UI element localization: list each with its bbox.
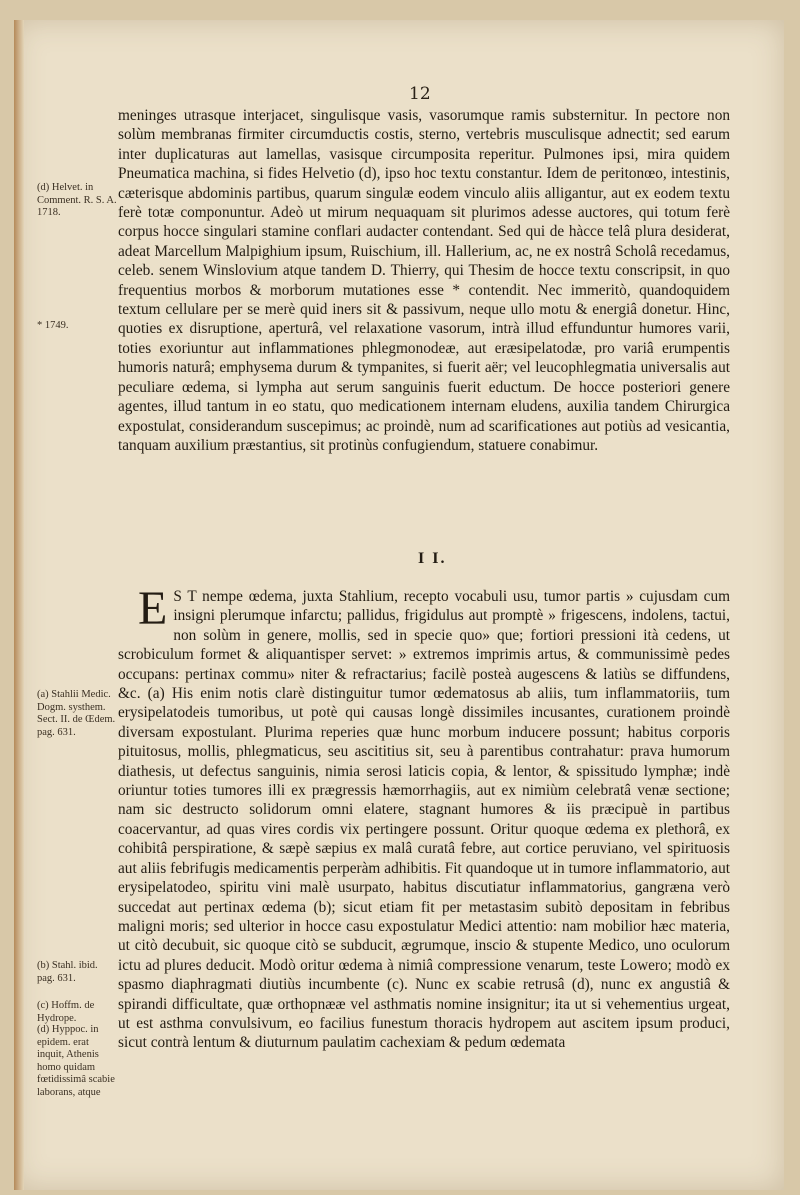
marginal-note-hoffmann: (c) Hoffm. de Hydrope.	[37, 1000, 95, 1024]
marginal-note-year: * 1749.	[37, 320, 69, 331]
page-binding-shadow	[14, 20, 24, 1190]
paragraph-2	[118, 582, 730, 1053]
book-page	[14, 20, 784, 1190]
paragraph-1-text: meninges utrasque interjacet, singulisque vasis, vasorumque ramis substernitur. In pectore non solùm membranas firmiter circumductis costis, sterno, vertebris musculisque adnectit; sed earum inter duplicaturas aut lamellas, vasisque circumposita reperitur. Pulmones ipsi, mira quidem Pneumatica machina, si fides Helvetio (d), ipso hoc textu constantur. Idem de peritonœo, intestinis, cæterisque abdominis partibus, quarum singulæ eodem vinculo aliis alligantur, aut ex eodem textu ferè totæ componuntur. Adeò ut mirum nequaquam sit plurimos adesse auctores, qui totum ferè corpus hocce singulari stamine conflari audacter contendant. Sed qui de hàcce telâ plura desiderat, adeat Marcellum Malpighium ipsum, Ruischium, ill. Hallerium, ac, ne ex nostrâ Scholâ recedamus, celeb. senem Winslovium atque tandem D. Thierry, qui Thesim de hocce textu conscripsit, in quo frequentius morbos & morborum mutationes esse * contendit. Nec immeritò, quandoquidem textum cellulare per se merè quid iners sit & passivum, neque ullo motu & energiâ donetur. Hinc, quoties ex disruptione, aperturâ, vel relaxatione vasorum, intrà illud effunduntur humores varii, toties exoriuntur aut inflammationes phlegmonodeæ, aut eræsipelatodæ, pro variâ erumpentis humoris naturâ; emphysema durum & tympanites, si fuerit aër; vel leucophlegmatia universalis aut peculiare œdema, si lympha aut serum sanguinis fuerit eductum. De hocce posteriori genere agentes, illud tantum in eo statu, quo medicationem internam eludens, auxilia tandem Chirurgica expostulat, considerandum suscepimus; ac proindè, num ad scarificationes aut potiùs ad vesicantia, tanquam auxilium præstantius, sit protinùs confugiendum, statuere conabimur.	[118, 107, 730, 454]
marginal-note-hippocrates: (d) Hyppoc. in epidem. erat inquit, Athenis homo quidam fœtidissimâ scabie laborans, atque	[37, 1024, 115, 1098]
page-number: 12	[409, 84, 431, 104]
marginal-note-stahl-ibid: (b) Stahl. ibid. pag. 631.	[37, 960, 98, 984]
section-heading: I I.	[418, 550, 447, 567]
paragraph-1	[118, 106, 730, 455]
marginal-note-stahl: (a) Stahlii Medic. Dogm. systhem. Sect. II. de Œdem. pag. 631.	[37, 689, 116, 738]
paragraph-2-body: S T nempe œdema, juxta Stahlium, recepto vocabuli usu, tumor partis » cujusdam cum insigni plerumque infarctu; pallidus, frigidulus aut promptè » frigescens, indolens, tactui, non solùm in genere, mollis, sed in specie quo» que; fortiori pressioni ità cedens, ut scrobiculum formet & aliquantisper servet: » extremos imprimis artus, & communissimè pedes occupans: pertinax commu» niter & refractarius; facilè posteà augescens & latiùs se diffundens, &c. (a) His enim notis clarè distinguitur tumor œdematosus ab aliis, tum inflammatoriis, tum erysipelatodeis tumoribus, ut potè qui causas longè dissimiles incusantes, curationem proindè diversam expostulant. Plurima reperies quæ hunc morbum inducere possunt; habitus corporis pituitosus, mollis, phlegmaticus, seu ascititius sit, seu à parentibus contrahatur: prava humorum diathesis, ut defectus sanguinis, nimia serosi laticis copia, & lentor, & spissitudo lymphæ; indè oriuntur toties tumores illi ex prægressis hæmorrhagiis, aut ex nimiùm celebratâ venæ sectione; nam sic destructo solidorum omni elatere, stagnant humores & iis præcipuè in partibus coacervantur, ad quas vires cordis vix pertingere possunt. Oritur quoque œdema ex plethorâ, ex cohibitâ perspiratione, & sæpè sæpius ex malâ curatâ febre, aut cortice peruviano, vel spirituosis aut aliis febrifugis medicamentis perperàm adhibitis. Fit quandoque ut in tumore inflammatorio, aut erysipelatodeo, spiritu vini malè usurpato, habitus discutiatur inflammatorius, gangræna verò succedat aut pertinax œdema (b); sicut etiam fit per metastasim subitò depositam in febribus maligni moris; sed ulterior in hocce casu expostulatur Medici attentio: nam mobilior hæc materia, ut citò decubuit, sic quoque citò se subducit, ægrumque, inscio & stupente Medico, uno oculorum ictu ad plures deducit. Modò oritur œdema à nimiâ compressione venarum, teste Lowero; modò ex spasmo diaphragmati diutiùs incumbente (c). Nunc ex scabie retrusâ (d), nunc ex angustiâ & spirandi difficultate, quæ orthopnææ vel asthmatis nomine insignitur; ita ut si vehementius urgeat, ut est asthma convulsivum, eo facilius funestum thoracis hydropem aut ascitem ipsum produci, sicut contrà lentum & diuturnum paulatim cachexiam & pedum œdemata	[118, 588, 730, 1052]
drop-cap: E	[138, 582, 168, 635]
paragraph-2-text	[118, 582, 730, 1053]
marginal-note-helvetius: (d) Helvet. in Comment. R. S. A. 1718.	[37, 182, 117, 219]
